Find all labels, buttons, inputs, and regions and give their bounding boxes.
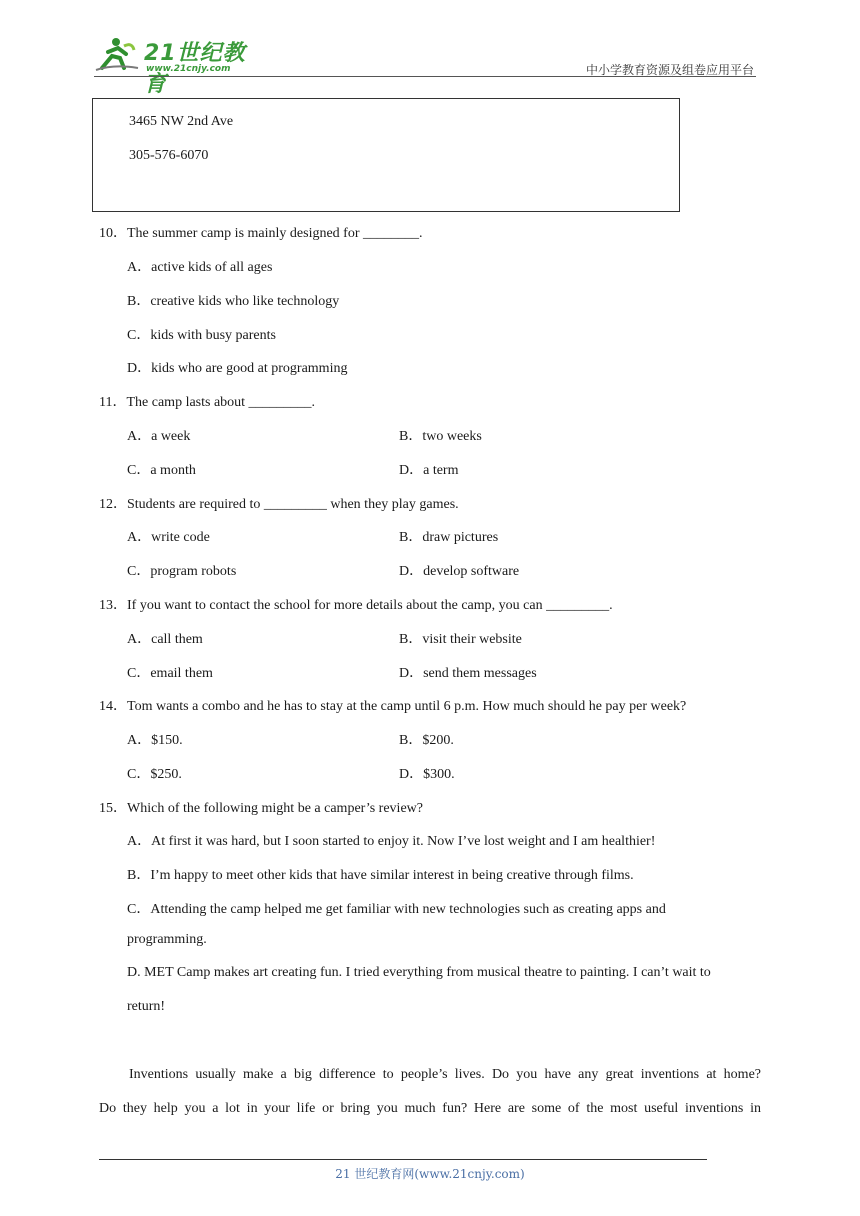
option-11-b: B．two weeks	[399, 429, 482, 444]
option-10-a: A．active kids of all ages	[127, 260, 273, 275]
option-14-c: C．$250.	[127, 767, 182, 782]
option-15-a: A．At first it was hard, but I soon started to enjoy it. Now I’ve lost weight and I am healthier!	[127, 834, 656, 849]
footer-divider	[99, 1159, 707, 1160]
option-12-d: D．develop software	[399, 564, 520, 579]
header-platform-text: 中小学教育资源及组卷应用平台	[585, 63, 754, 77]
logo-text: 21世纪教育	[144, 41, 246, 97]
logo-url: www.21cnjy.com	[146, 64, 231, 74]
question-number: 12．	[99, 497, 127, 512]
passage-line-2: Do they help you a lot in your life or bring you much fun? Here are some of the most useful inventions in	[99, 1101, 761, 1116]
option-13-b: B．visit their website	[399, 632, 522, 647]
option-14-a: A．$150.	[127, 733, 183, 748]
option-11-c: C．a month	[127, 463, 196, 478]
question-10	[99, 222, 423, 242]
address-street: 3465 NW 2nd Ave	[129, 114, 234, 129]
option-11-d: D．a term	[399, 463, 459, 478]
option-15-d-continued: return!	[127, 999, 166, 1014]
option-10-d: D．kids who are good at programming	[127, 361, 348, 376]
option-13-c: C．email them	[127, 666, 213, 681]
passage-line-1: Inventions usually make a big difference to people’s lives. Do you have any great inventions at home?	[129, 1067, 761, 1082]
site-logo	[94, 34, 264, 97]
option-12-b: B．draw pictures	[399, 530, 499, 545]
option-10-b: B．creative kids who like technology	[127, 294, 340, 309]
question-14	[99, 695, 686, 715]
question-number: 11．	[99, 395, 127, 410]
question-stem: If you want to contact the school for more details about the camp, you can _________.	[127, 598, 613, 613]
question-stem: The camp lasts about _________.	[126, 395, 316, 410]
question-13	[99, 594, 613, 614]
question-12	[99, 493, 459, 513]
question-number: 14．	[99, 699, 127, 714]
question-15	[99, 797, 423, 817]
option-13-d: D．send them messages	[399, 666, 537, 681]
footer-site-text: 21 世纪教育网(www.21cnjy.com)	[335, 1167, 525, 1181]
option-11-a: A．a week	[127, 429, 191, 444]
option-12-c: C．program robots	[127, 564, 237, 579]
option-14-b: B．$200.	[399, 733, 454, 748]
question-stem: Which of the following might be a camper’s review?	[127, 801, 423, 816]
option-15-c-continued: programming.	[127, 932, 207, 947]
question-stem: Tom wants a combo and he has to stay at the camp until 6 p.m. How much should he pay per week?	[127, 699, 687, 714]
option-10-c: C．kids with busy parents	[127, 328, 276, 343]
option-13-a: A．call them	[127, 632, 203, 647]
address-phone: 305-576-6070	[129, 148, 209, 163]
question-stem: Students are required to _________ when they play games.	[127, 497, 459, 512]
option-14-d: D．$300.	[399, 767, 455, 782]
option-15-d: D. MET Camp makes art creating fun. I tried everything from musical theatre to painting. I can’t wait to	[127, 965, 711, 980]
address-box	[92, 98, 680, 212]
option-15-b: B．I’m happy to meet other kids that have similar interest in being creative through films.	[127, 868, 634, 883]
question-number: 13．	[99, 598, 127, 613]
option-12-a: A．write code	[127, 530, 210, 545]
question-11	[99, 391, 315, 411]
option-15-c: C．Attending the camp helped me get familiar with new technologies such as creating apps and	[127, 902, 666, 917]
question-number: 10．	[99, 226, 127, 241]
question-number: 15．	[99, 801, 127, 816]
header-divider	[94, 76, 756, 77]
question-stem: The summer camp is mainly designed for ________.	[127, 226, 423, 241]
